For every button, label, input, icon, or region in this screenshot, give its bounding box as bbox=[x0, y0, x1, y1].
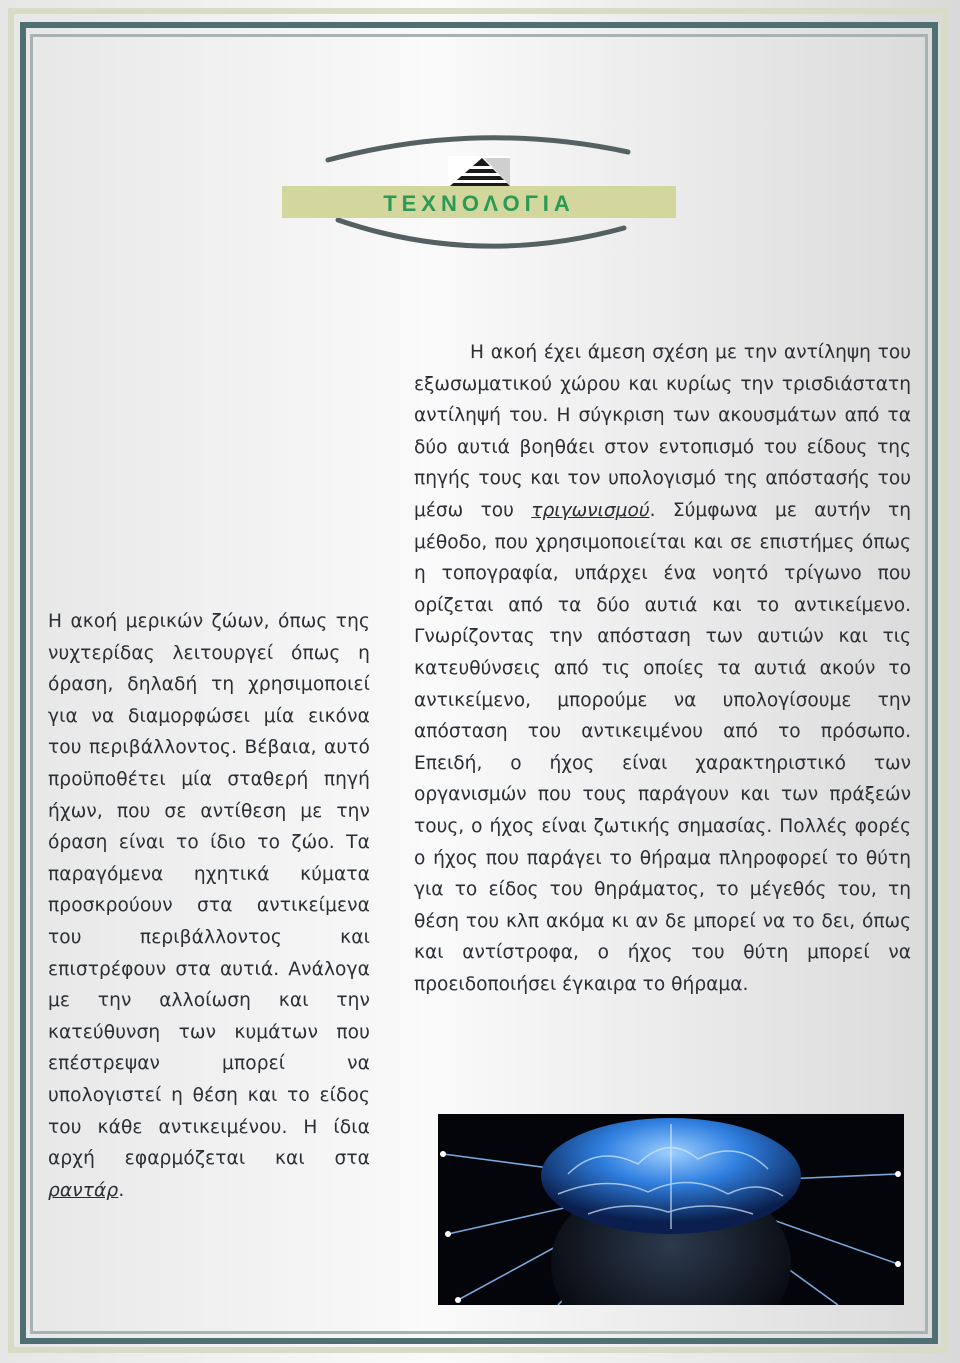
left-text-end: . bbox=[118, 1179, 125, 1201]
pyramid-stairs-icon bbox=[448, 156, 510, 186]
radar-link[interactable]: ραντάρ bbox=[48, 1179, 119, 1201]
brain-image bbox=[438, 1114, 904, 1305]
right-text-end: . Σύμφωνα με αυτήν τη μέθοδο, που χρησιμοποιείται και σε επιστήμες όπως η τοπογραφία, υπάρχει ένα νοητό τρίγωνο που ορίζεται από τα δύο αυτιά και το αντικείμενο. Γνωρίζοντας την απόσταση των αυτιών και τις κατευθύνσεις από τις οποίες τα αυτιά ακούν το αντικείμενο, μπορούμε να υπολογίσουμε την απόσταση του αντικειμένου από το πρόσωπο. Επειδή, ο ήχος είναι χαρακτηριστικό των οργανισμών που τους παράγουν και των πράξεών τους, ο ήχος είναι ζωτικής σημασίας. Πολλές φορές ο ήχος που παράγει το θήραμα πληροφορεί το θύτη για το είδος του θηράματος, το μέγεθός του, τη θέση του κλπ ακόμα κι αν δε μπορεί να το δει, όπως και αντίστροφα, ο ήχος του θύτη μπορεί να προειδοποιήσει έγκαιρα το θήραμα. bbox=[414, 499, 912, 995]
left-column-text bbox=[48, 606, 370, 1206]
section-title: ΤΕΧΝΟΛΟΓΙΑ bbox=[383, 191, 575, 216]
right-column-text bbox=[414, 337, 911, 1000]
triangulation-link[interactable]: τριγωνισμού bbox=[531, 499, 650, 521]
left-text: Η ακοή μερικών ζώων, όπως της νυχτερίδας λειτουργεί όπως η όραση, δηλαδή τη χρησιμοποιεί για να διαμορφώσει μία εικόνα του περιβάλλοντος. Βέβαια, αυτό προϋποθέτει μία σταθερή πηγή ήχων, που σε αντίθεση με την όραση είναι το ίδιο το ζώο. Τα παραγόμενα ηχητικά κύματα προσκρούουν στα αντικείμενα του περιβάλλοντος και επιστρέφουν στα αυτιά. Ανάλογα με την αλλοίωση και την κατεύθυνση των κυμάτων που επέστρεψαν μπορεί να υπολογιστεί η θέση και το είδος του κάθε αντικειμένου. Η ίδια αρχή εφαρμόζεται και στα bbox=[48, 611, 370, 1170]
right-text: Η ακοή έχει άμεση σχέση με την αντίληψη του εξωσωματικού χώρου και κυρίως την τρισδιάστατη αντίληψή του. Η σύγκριση των ακουσμάτων από τα δύο αυτιά βοηθάει στον εντοπισμό του είδους της πηγής τους και τον υπολογισμό της απόστασής του μέσω του bbox=[414, 342, 911, 521]
right-paragraph bbox=[414, 337, 911, 1000]
left-paragraph bbox=[48, 606, 370, 1206]
